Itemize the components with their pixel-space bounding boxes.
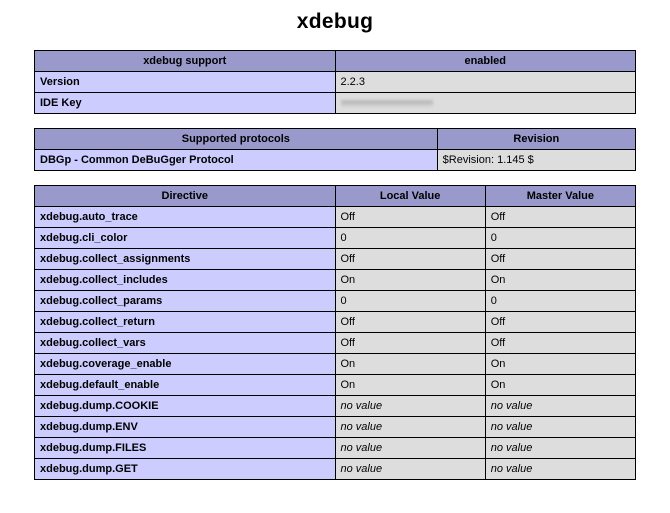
support-header-label: xdebug support (35, 51, 336, 72)
directive-master-value: Off (485, 207, 635, 228)
redacted-value-icon (341, 99, 433, 108)
directive-name: xdebug.collect_assignments (35, 249, 336, 270)
page-title: xdebug (296, 10, 374, 33)
directive-local-value: On (335, 270, 485, 291)
protocol-row-name: DBGp - Common DeBuGger Protocol (35, 150, 438, 171)
page-container (0, 10, 670, 480)
support-row-value: 2.2.3 (335, 72, 636, 93)
table-row (35, 72, 636, 93)
support-header-status: enabled (335, 51, 636, 72)
table-header-row (35, 51, 636, 72)
directive-local-value: no value (335, 417, 485, 438)
directive-local-value: no value (335, 459, 485, 480)
directive-master-value: On (485, 270, 635, 291)
table-header-row (35, 129, 636, 150)
directive-header-name: Directive (35, 186, 336, 207)
table-row (35, 291, 636, 312)
table-row (35, 396, 636, 417)
directive-local-value: Off (335, 249, 485, 270)
table-row (35, 270, 636, 291)
directive-header-local: Local Value (335, 186, 485, 207)
directive-name: xdebug.dump.GET (35, 459, 336, 480)
protocol-row-revision: $Revision: 1.145 $ (437, 150, 635, 171)
supported-protocols-table (34, 128, 636, 171)
directive-name: xdebug.cli_color (35, 228, 336, 249)
directive-name: xdebug.collect_vars (35, 333, 336, 354)
directive-master-value: no value (485, 459, 635, 480)
directive-local-value: Off (335, 312, 485, 333)
directive-local-value: no value (335, 438, 485, 459)
xdebug-support-table (34, 50, 636, 114)
support-row-name: Version (35, 72, 336, 93)
table-row (35, 150, 636, 171)
table-row (35, 228, 636, 249)
protocol-header-name: Supported protocols (35, 129, 438, 150)
directive-name: xdebug.auto_trace (35, 207, 336, 228)
directive-name: xdebug.default_enable (35, 375, 336, 396)
directive-name: xdebug.coverage_enable (35, 354, 336, 375)
support-row-value (335, 93, 636, 114)
table-row (35, 438, 636, 459)
directive-header-master: Master Value (485, 186, 635, 207)
directive-local-value: Off (335, 207, 485, 228)
directive-master-value: no value (485, 417, 635, 438)
table-row (35, 249, 636, 270)
directive-master-value: no value (485, 438, 635, 459)
directive-local-value: On (335, 375, 485, 396)
table-row (35, 375, 636, 396)
directive-master-value: Off (485, 312, 635, 333)
directive-master-value: no value (485, 396, 635, 417)
directive-local-value: Off (335, 333, 485, 354)
table-row (35, 333, 636, 354)
directive-name: xdebug.collect_params (35, 291, 336, 312)
directive-name: xdebug.collect_return (35, 312, 336, 333)
directive-name: xdebug.dump.FILES (35, 438, 336, 459)
directive-local-value: On (335, 354, 485, 375)
table-row (35, 417, 636, 438)
directive-name: xdebug.dump.COOKIE (35, 396, 336, 417)
directive-local-value: no value (335, 396, 485, 417)
directive-master-value: Off (485, 333, 635, 354)
table-header-row (35, 186, 636, 207)
table-row (35, 207, 636, 228)
table-row (35, 93, 636, 114)
table-row (35, 312, 636, 333)
support-row-name: IDE Key (35, 93, 336, 114)
directive-name: xdebug.dump.ENV (35, 417, 336, 438)
directives-table (34, 185, 636, 480)
directive-master-value: On (485, 354, 635, 375)
table-row (35, 459, 636, 480)
directive-master-value: On (485, 375, 635, 396)
directive-local-value: 0 (335, 228, 485, 249)
directive-name: xdebug.collect_includes (35, 270, 336, 291)
protocol-header-revision: Revision (437, 129, 635, 150)
table-row (35, 354, 636, 375)
directive-master-value: 0 (485, 228, 635, 249)
directive-master-value: 0 (485, 291, 635, 312)
directive-local-value: 0 (335, 291, 485, 312)
directive-master-value: Off (485, 249, 635, 270)
